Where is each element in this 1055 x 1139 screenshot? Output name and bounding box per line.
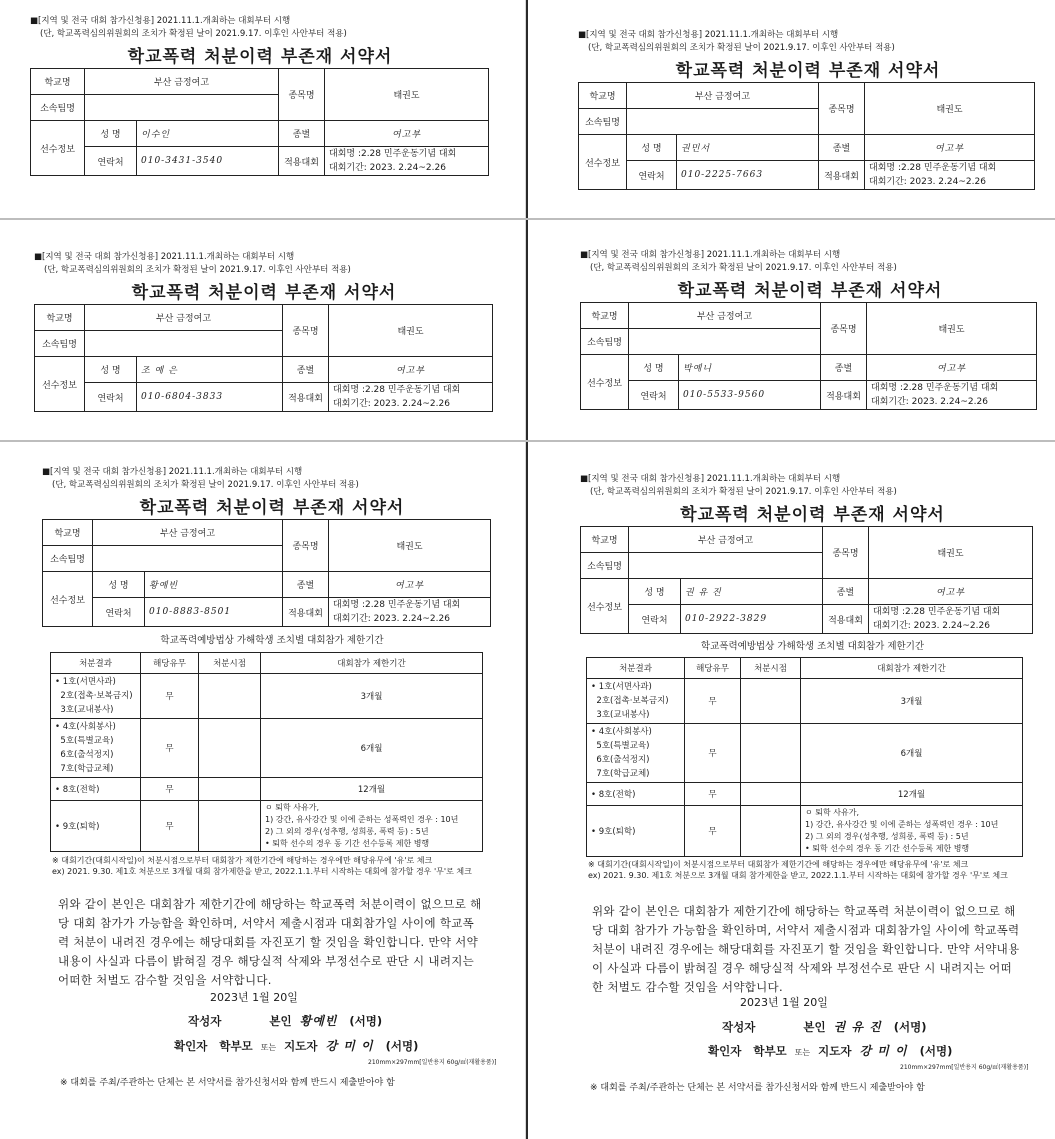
header-line1: ■[지역 및 전국 대회 참가신청용] 2021.11.1.개최하는 대회부터 시행	[42, 467, 303, 477]
hdr-time: 처분시점	[199, 653, 261, 674]
row-divider-2	[0, 440, 1055, 442]
comp-period: 대회기간: 2023. 2.24~2.26	[329, 163, 446, 173]
name-label: 성 명	[629, 579, 681, 605]
period-value: 6개월	[261, 719, 483, 778]
team-label: 소속팀명	[581, 553, 629, 579]
pledge-text: 위와 같이 본인은 대회참가 제한기간에 해당하는 학교폭력 처분이력이 없으므로 해당 대회 참가가 가능함을 확인하며, 서약서 제출시점과 대회참가일 사이에 학교폭력 처분이 내려진 경우에는 해당대회를 자진포기 할 것임을 확인합니다. 만약 서약내용이 사실과 다름이 밝혀질 경우 해당실적 삭제와 부정선수로 판단 시 내려지는 어떠한 처벌도 감수할 것임을 서약합니다.	[592, 904, 1020, 994]
confirm-label: 확인자	[708, 1044, 742, 1058]
pledge-form-4	[580, 248, 1040, 438]
school-value: 부산 금정여고	[629, 527, 823, 553]
header-line1: ■[지역 및 전국 대회 참가신청용] 2021.11.1.개최하는 대회부터 시행	[580, 474, 841, 484]
time-value	[199, 719, 261, 778]
pledge-text: 위와 같이 본인은 대회참가 제한기간에 해당하는 학교폭력 처분이력이 없으므로 해당 대회 참가가 가능함을 확인하며, 서약서 제출시점과 대회참가일 사이에 학교폭력 처분이 내려진 경우에는 해당대회를 자진포기 할 것임을 확인합니다. 만약 서약내용이 사실과 다름이 밝혀질 경우 해당실적 삭제와 부정선수로 판단 시 내려지는 어떠한 처벌도 감수할 것임을 서약합니다.	[58, 897, 482, 987]
table-row	[51, 674, 483, 719]
header-line2: (단, 학교폭력심의위원회의 조치가 확정된 날이 2021.9.17. 이후인 사안부터 적용)	[40, 29, 347, 39]
event-label: 종목명	[819, 83, 865, 135]
team-value	[629, 553, 823, 579]
info-table	[578, 82, 1035, 190]
event-label: 종목명	[823, 527, 869, 579]
header-line2: (단, 학교폭력심의위원회의 조치가 확정된 날이 2021.9.17. 이후인 사안부터 적용)	[588, 43, 895, 53]
comp-period: 대회기간: 2023. 2.24~2.26	[871, 397, 988, 407]
period-line: 2) 그 외의 경우(성추행, 성희롱, 폭력 등) : 5년	[805, 832, 969, 841]
team-value	[93, 546, 283, 572]
item: • 1호(서면사과)	[591, 682, 652, 692]
gender-label: 종별	[821, 355, 867, 381]
item: 7호(학급교체)	[596, 769, 650, 779]
paper-spec: 210mm×297mm[일반용지 60g/㎡(재활용품)]	[368, 1059, 497, 1066]
period-line: 2) 그 외의 경우(성추행, 성희롱, 폭력 등) : 5년	[265, 827, 429, 836]
period-line: ㅇ 퇴학 사유가,	[805, 808, 859, 817]
item: 6호(출석정지)	[60, 750, 114, 760]
header-line2: (단, 학교폭력심의위원회의 조치가 확정된 날이 2021.9.17. 이후인 사안부터 적용)	[52, 480, 359, 490]
guardian-name: 강 미 이	[859, 1044, 908, 1058]
contact-value: 010-6804-3833	[137, 383, 283, 412]
table-row	[587, 724, 1023, 783]
school-label: 학교명	[31, 69, 85, 95]
table-row	[587, 806, 1023, 857]
coach-label: 지도자	[818, 1044, 852, 1058]
header-line1: ■[지역 및 전국 대회 참가신청용] 2021.11.1.개최하는 대회부터 시행	[34, 252, 295, 262]
signer-name: 황예빈	[299, 1014, 338, 1028]
comp-period: 대회기간: 2023. 2.24~2.26	[333, 399, 450, 409]
item: 3호(교내봉사)	[60, 705, 114, 715]
contact-label: 연락처	[85, 383, 137, 412]
header-line1: ■[지역 및 전국 대회 참가신청용] 2021.11.1.개최하는 대회부터 시행	[30, 16, 291, 26]
writer-line	[188, 1012, 382, 1029]
confirm-line	[174, 1037, 418, 1054]
time-value	[199, 674, 261, 719]
pledge-form-3	[34, 250, 494, 440]
name-label: 성 명	[629, 355, 679, 381]
item: 5호(특별교육)	[596, 741, 650, 751]
comp-value	[329, 383, 493, 412]
writer-line	[722, 1018, 927, 1035]
school-label: 학교명	[581, 527, 629, 553]
gender-label: 종별	[279, 121, 325, 147]
contact-value: 010-5533-9560	[679, 381, 821, 410]
player-info-label: 선수정보	[581, 579, 629, 634]
restriction-title: 학교폭력예방법상 가해학생 조치별 대회참가 제한기간	[700, 641, 925, 652]
table-row	[587, 783, 1023, 806]
player-info-label: 선수정보	[579, 135, 627, 190]
comp-value	[869, 605, 1033, 634]
gender-value: 여고부	[869, 579, 1033, 605]
pledge-form-2	[578, 28, 1038, 218]
hdr-result: 처분결과	[587, 658, 685, 679]
form-title: 학교폭력 처분이력 부존재 서약서	[127, 47, 393, 67]
name-value: 조 예 은	[137, 357, 283, 383]
item: 2호(접촉·보복금지)	[596, 696, 669, 706]
header-line1: ■[지역 및 전국 대회 참가신청용] 2021.11.1.개최하는 대회부터 시행	[580, 250, 841, 260]
time-value	[741, 806, 801, 857]
comp-name: 대회명 :2.28 민주운동기념 대회	[869, 163, 997, 173]
has-value: 무	[685, 783, 741, 806]
comp-label: 적용대회	[821, 381, 867, 410]
writer-label: 작성자	[722, 1020, 756, 1034]
signer-name: 권 유 진	[833, 1020, 882, 1034]
header-line1: ■[지역 및 전국 대회 참가신청용] 2021.11.1.개최하는 대회부터 시행	[578, 30, 839, 40]
player-info-label: 선수정보	[43, 572, 93, 627]
item: 7호(학급교체)	[60, 764, 114, 774]
pledge-form-5	[42, 465, 502, 1130]
has-value: 무	[141, 719, 199, 778]
has-value: 무	[685, 679, 741, 724]
header-line2: (단, 학교폭력심의위원회의 조치가 확정된 날이 2021.9.17. 이후인 사안부터 적용)	[590, 487, 897, 497]
period-line: • 퇴학 선수의 경우 동 기간 선수등록 제한 병행	[265, 839, 430, 848]
event-label: 종목명	[821, 303, 867, 355]
event-label: 종목명	[279, 69, 325, 121]
school-value: 부산 금정여고	[629, 303, 821, 329]
note-2: ex) 2021. 9.30. 제1호 처분으로 3개월 대회 참가제한을 받고, 2022.1.1.부터 시작하는 대회에 참가할 경우 '무'로 체크	[588, 871, 1008, 880]
time-value	[199, 801, 261, 852]
table-row	[51, 778, 483, 801]
time-value	[741, 679, 801, 724]
header-line2: (단, 학교폭력심의위원회의 조치가 확정된 날이 2021.9.17. 이후인 사안부터 적용)	[590, 263, 897, 273]
item: • 9호(퇴학)	[55, 822, 100, 832]
event-label: 종목명	[283, 520, 329, 572]
has-value: 무	[685, 806, 741, 857]
gender-value: 여고부	[325, 121, 489, 147]
item: • 4호(사회봉사)	[591, 727, 652, 737]
self-label: 본인	[269, 1014, 292, 1028]
period-line: 1) 강간, 유사강간 및 이에 준하는 성폭력인 경우 : 10년	[805, 820, 999, 829]
seal-label: (서명)	[349, 1014, 383, 1028]
school-label: 학교명	[579, 83, 627, 109]
item: 2호(접촉·보복금지)	[60, 691, 133, 701]
name-value: 이수인	[137, 121, 279, 147]
name-label: 성 명	[85, 121, 137, 147]
school-value: 부산 금정여고	[85, 69, 279, 95]
period-value: 3개월	[261, 674, 483, 719]
restriction-title: 학교폭력예방법상 가해학생 조치별 대회참가 제한기간	[160, 635, 384, 646]
contact-label: 연락처	[629, 605, 681, 634]
gender-value: 여고부	[329, 572, 491, 598]
player-info-label: 선수정보	[35, 357, 85, 412]
time-value	[741, 783, 801, 806]
seal-label: (서명)	[893, 1020, 927, 1034]
has-value: 무	[141, 778, 199, 801]
note-1: ※ 대회기간(대회시작일)이 처분시점으로부터 대회참가 제한기간에 해당하는 경우에만 해당유무에 '유'로 체크	[52, 856, 433, 865]
name-value: 권 유 진	[681, 579, 823, 605]
period-value: 12개월	[801, 783, 1023, 806]
comp-period: 대회기간: 2023. 2.24~2.26	[873, 621, 990, 631]
coach-label: 지도자	[284, 1039, 318, 1053]
name-value: 권민서	[677, 135, 819, 161]
item: • 1호(서면사과)	[55, 677, 116, 687]
form-title: 학교폭력 처분이력 부존재 서약서	[677, 281, 943, 301]
team-value	[85, 95, 279, 121]
event-value: 태권도	[867, 303, 1037, 355]
info-table	[42, 519, 491, 627]
pledge-form-6	[580, 472, 1045, 1132]
parent-label: 학부모	[219, 1039, 253, 1053]
comp-value	[867, 381, 1037, 410]
item: 3호(교내봉사)	[596, 710, 650, 720]
footer-note: ※ 대회를 주최/주관하는 단체는 본 서약서를 참가신청서와 함께 반드시 제출받아야 함	[60, 1078, 395, 1088]
name-label: 성 명	[93, 572, 145, 598]
period-value: 3개월	[801, 679, 1023, 724]
or-label: 또는	[260, 1043, 277, 1052]
contact-label: 연락처	[85, 147, 137, 176]
comp-label: 적용대회	[819, 161, 865, 190]
contact-label: 연락처	[627, 161, 677, 190]
gender-value: 여고부	[865, 135, 1035, 161]
contact-value: 010-2225-7663	[677, 161, 819, 190]
note	[588, 859, 1034, 881]
has-value: 무	[141, 674, 199, 719]
gender-label: 종별	[823, 579, 869, 605]
has-value: 무	[685, 724, 741, 783]
hdr-time: 처분시점	[741, 658, 801, 679]
name-value: 박예니	[679, 355, 821, 381]
note-1: ※ 대회기간(대회시작일)이 처분시점으로부터 대회참가 제한기간에 해당하는 경우에만 해당유무에 '유'로 체크	[588, 860, 969, 869]
event-value: 태권도	[329, 305, 493, 357]
seal-label: (서명)	[385, 1039, 419, 1053]
contact-label: 연락처	[93, 598, 145, 627]
gender-label: 종별	[283, 572, 329, 598]
comp-name: 대회명 :2.28 민주운동기념 대회	[333, 385, 461, 395]
comp-name: 대회명 :2.28 민주운동기념 대회	[873, 607, 1001, 617]
pledge-form-1	[30, 14, 490, 204]
period-line: ㅇ 퇴학 사유가,	[265, 803, 319, 812]
comp-label: 적용대회	[283, 383, 329, 412]
school-value: 부산 금정여고	[93, 520, 283, 546]
team-label: 소속팀명	[35, 331, 85, 357]
school-label: 학교명	[581, 303, 629, 329]
hdr-period: 대회참가 제한기간	[261, 653, 483, 674]
event-value: 태권도	[869, 527, 1033, 579]
name-label: 성 명	[627, 135, 677, 161]
table-row	[587, 679, 1023, 724]
form-title: 학교폭력 처분이력 부존재 서약서	[139, 498, 405, 518]
item: 6호(출석정지)	[596, 755, 650, 765]
comp-name: 대회명 :2.28 민주운동기념 대회	[333, 600, 461, 610]
item: • 8호(전학)	[591, 790, 636, 800]
school-label: 학교명	[43, 520, 93, 546]
team-label: 소속팀명	[581, 329, 629, 355]
header-line2: (단, 학교폭력심의위원회의 조치가 확정된 날이 2021.9.17. 이후인 사안부터 적용)	[44, 265, 351, 275]
team-label: 소속팀명	[31, 95, 85, 121]
item: • 8호(전학)	[55, 785, 100, 795]
has-value: 무	[141, 801, 199, 852]
info-table	[34, 304, 493, 412]
or-label: 또는	[794, 1048, 811, 1057]
gender-value: 여고부	[867, 355, 1037, 381]
comp-period: 대회기간: 2023. 2.24~2.26	[869, 177, 986, 187]
table-row	[51, 801, 483, 852]
form-title: 학교폭력 처분이력 부존재 서약서	[131, 283, 397, 303]
comp-label: 적용대회	[283, 598, 329, 627]
date: 2023년 1월 20일	[740, 996, 828, 1009]
team-label: 소속팀명	[579, 109, 627, 135]
player-info-label: 선수정보	[581, 355, 629, 410]
footer-note: ※ 대회를 주최/주관하는 단체는 본 서약서를 참가신청서와 함께 반드시 제출받아야 함	[590, 1083, 925, 1093]
restriction-table	[50, 652, 483, 852]
guardian-name: 강 미 이	[325, 1039, 374, 1053]
restriction-table	[586, 657, 1023, 857]
confirm-line	[708, 1042, 952, 1059]
school-value: 부산 금정여고	[627, 83, 819, 109]
gender-label: 종별	[283, 357, 329, 383]
note-2: ex) 2021. 9.30. 제1호 처분으로 3개월 대회 참가제한을 받고, 2022.1.1.부터 시작하는 대회에 참가할 경우 '무'로 체크	[52, 867, 472, 876]
comp-value	[865, 161, 1035, 190]
comp-value	[329, 598, 491, 627]
contact-value: 010-3431-3540	[137, 147, 279, 176]
hdr-has: 해당유무	[685, 658, 741, 679]
team-label: 소속팀명	[43, 546, 93, 572]
seal-label: (서명)	[919, 1044, 953, 1058]
comp-label: 적용대회	[279, 147, 325, 176]
page-divider	[526, 0, 528, 1139]
event-value: 태권도	[325, 69, 489, 121]
hdr-period: 대회참가 제한기간	[801, 658, 1023, 679]
time-value	[199, 778, 261, 801]
team-value	[627, 109, 819, 135]
name-value: 황예빈	[145, 572, 283, 598]
date: 2023년 1월 20일	[210, 991, 298, 1004]
comp-name: 대회명 :2.28 민주운동기념 대회	[871, 383, 999, 393]
info-table	[30, 68, 489, 176]
item: • 9호(퇴학)	[591, 827, 636, 837]
comp-value	[325, 147, 489, 176]
period-value: 6개월	[801, 724, 1023, 783]
team-value	[85, 331, 283, 357]
table-row	[51, 719, 483, 778]
row-divider-1	[0, 218, 1055, 220]
event-value: 태권도	[329, 520, 491, 572]
form-title: 학교폭력 처분이력 부존재 서약서	[680, 505, 945, 525]
parent-label: 학부모	[753, 1044, 787, 1058]
self-label: 본인	[803, 1020, 826, 1034]
event-label: 종목명	[283, 305, 329, 357]
name-label: 성 명	[85, 357, 137, 383]
time-value	[741, 724, 801, 783]
school-value: 부산 금정여고	[85, 305, 283, 331]
form-title: 학교폭력 처분이력 부존재 서약서	[675, 61, 941, 81]
hdr-has: 해당유무	[141, 653, 199, 674]
info-table	[580, 526, 1033, 634]
contact-value: 010-2922-3829	[681, 605, 823, 634]
comp-label: 적용대회	[823, 605, 869, 634]
comp-period: 대회기간: 2023. 2.24~2.26	[333, 614, 450, 624]
player-info-label: 선수정보	[31, 121, 85, 176]
period-line: 1) 강간, 유사강간 및 이에 준하는 성폭력인 경우 : 10년	[265, 815, 459, 824]
hdr-result: 처분결과	[51, 653, 141, 674]
contact-value: 010-8883-8501	[145, 598, 283, 627]
paper-spec: 210mm×297mm[일반용지 60g/㎡(재활용품)]	[900, 1064, 1029, 1071]
info-table	[580, 302, 1037, 410]
writer-label: 작성자	[188, 1014, 222, 1028]
event-value: 태권도	[865, 83, 1035, 135]
contact-label: 연락처	[629, 381, 679, 410]
period-value: 12개월	[261, 778, 483, 801]
comp-name: 대회명 :2.28 민주운동기념 대회	[329, 149, 457, 159]
confirm-label: 확인자	[174, 1039, 208, 1053]
gender-value: 여고부	[329, 357, 493, 383]
period-line: • 퇴학 선수의 경우 동 기간 선수등록 제한 병행	[805, 844, 970, 853]
note	[52, 855, 492, 877]
team-value	[629, 329, 821, 355]
gender-label: 종별	[819, 135, 865, 161]
item: • 4호(사회봉사)	[55, 722, 116, 732]
school-label: 학교명	[35, 305, 85, 331]
item: 5호(특별교육)	[60, 736, 114, 746]
